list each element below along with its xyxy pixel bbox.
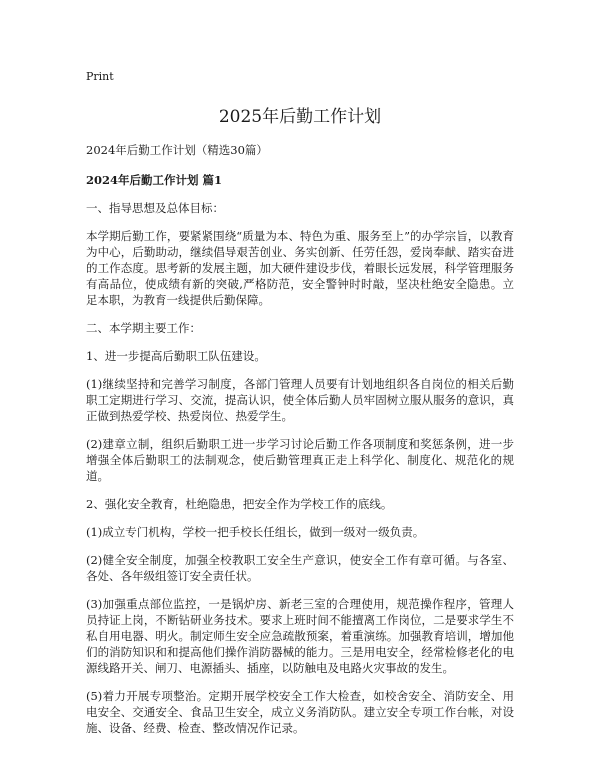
paragraph-item-2-2: (2)健全安全制度，加强全校教职工安全生产意识，使安全工作有章可循。与各室、各处、各年级组签订安全责任状。: [86, 553, 514, 583]
section-heading: 2024年后勤工作计划 篇1: [86, 173, 223, 187]
paragraph-guiding-heading: 一、指导思想及总体目标：: [86, 201, 224, 215]
paragraph-main-work-heading: 二、本学期主要工作：: [86, 321, 201, 335]
paragraph-item-2-3: (3)加强重点部位监控，一是锅炉房、新老三室的合理使用，规范操作程序，管理人员持证上岗，不断钻研业务技术。要求上班时间不能擅离工作岗位，二是要求学生不私自用电器、明火。制定师生安全应急疏散预案，着重演练。加强教育培训，增加他们的消防知识和和提高他们操作消防器械的能力。三是用电安全，经常检修老化的电源线路开关、闸刀、电源插头、插座，以防触电及电路火灾事故的发生。: [86, 597, 514, 675]
paragraph-item-2-5: (5)着力开展专项整治。定期开展学校安全工作大检查，如校舍安全、消防安全、用电安全、交通安全、食品卫生安全，成立义务消防队。建立安全专项工作台帐，对设施、设备、经费、检查、整改情况作记录。: [86, 689, 514, 735]
paragraph-guiding-body: 本学期后勤工作，要紧紧围绕“质量为本、特色为重、服务至上”的办学宗旨，以教育为中心，后勤助动，继续倡导艰苦创业、务实创新、任劳任怨，爱岗奉献、踏实奋进的工作态度。思考新的发展主题，加大硬件建设步伐，着眼长远发展，科学管理服务有高品位，使成绩有新的突破,严格防范，安全警钟时时敲，坚决杜绝安全隐患。立足本职，为教育一线提供后勤保障。: [86, 229, 514, 307]
paragraph-item-1-2: (2)建章立制，组织后勤职工进一步学习讨论后勤工作各项制度和奖惩条例，进一步增强全体后勤职工的法制观念，使后勤管理真正走上科学化、制度化、规范化的规道。: [86, 437, 514, 483]
paragraph-item-1-1: (1)继续坚持和完善学习制度，各部门管理人员要有计划地组织各自岗位的相关后勤职工定期进行学习、交流，提高认识，使全体后勤人员牢固树立服从服务的意识，真正做到热爱学校、热爱岗位、热爱学生。: [86, 377, 514, 423]
document-subtitle: 2024年后勤工作计划（精选30篇）: [86, 143, 268, 157]
paragraph-item-2: 2、强化安全教育，杜绝隐患，把安全作为学校工作的底线。: [86, 497, 393, 511]
document-title: 2025年后勤工作计划: [218, 107, 382, 127]
paragraph-item-2-1: (1)成立专门机构，学校一把手校长任组长，做到一级对一级负责。: [86, 525, 425, 539]
print-label: Print: [86, 70, 114, 83]
paragraph-item-1: 1、进一步提高后勤职工队伍建设。: [86, 349, 266, 363]
